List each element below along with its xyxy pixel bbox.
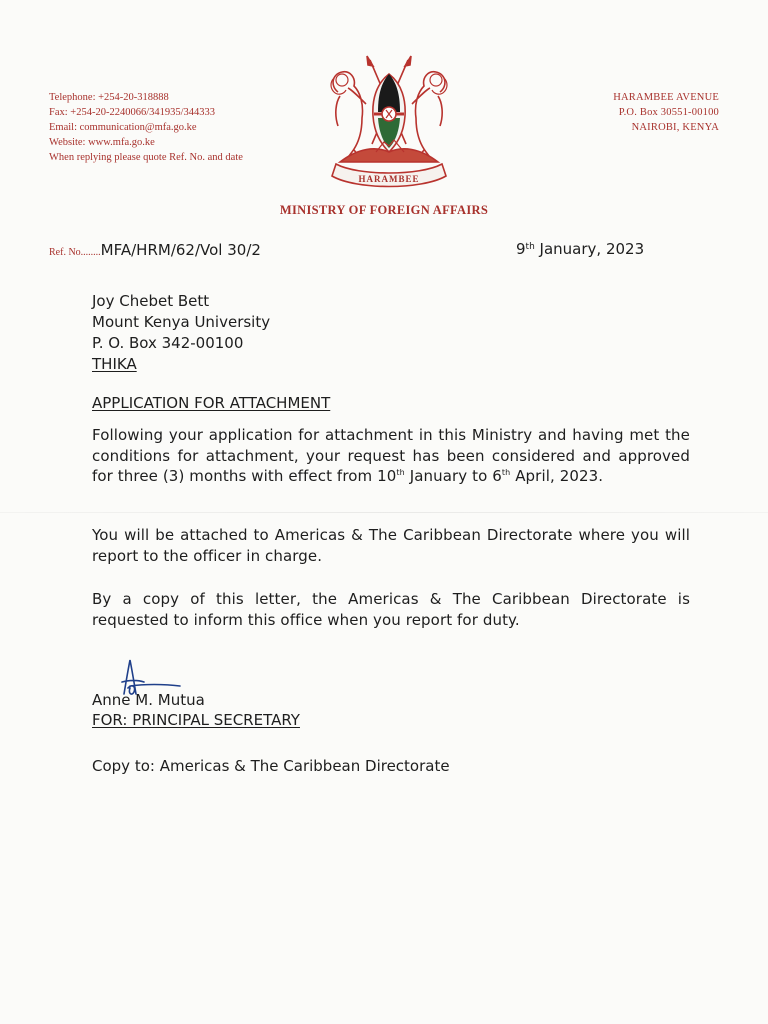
body-paragraph-2: You will be attached to Americas & The Caribbean Directorate where you will report to the officer in charge.: [92, 526, 690, 565]
fax-line: Fax: +254-20-2240066/341935/344333: [49, 107, 216, 118]
crest-motto: HARAMBEE: [358, 174, 420, 184]
body-paragraph-3: By a copy of this letter, the Americas & The Caribbean Directorate is requested to inform this office when you report for duty.: [92, 590, 690, 629]
reference-line: [49, 240, 261, 259]
copy-to-line: Copy to: Americas & The Caribbean Directorate: [92, 757, 450, 775]
email-line: Email: communication@mfa.go.ke: [49, 122, 197, 133]
paragraph-1-text-a: Following your application for attachment in this Ministry and having met the conditions for attachment, your request has been considered and approved for three (3) months with effect from 10: [92, 426, 690, 485]
paragraph-1-sup-a: th: [396, 468, 405, 477]
reference-dots: .......: [83, 247, 101, 258]
kenya-coat-of-arms-logo: [318, 52, 460, 194]
addressee-town: THIKA: [92, 355, 137, 373]
po-box-line: P.O. Box 30551-00100: [618, 107, 719, 118]
body-paragraph-1: [92, 425, 690, 487]
letterhead-address: [613, 90, 719, 135]
city-line: NAIROBI, KENYA: [631, 122, 719, 133]
telephone-line: Telephone: +254-20-318888: [49, 92, 169, 103]
date-day: 9: [516, 240, 526, 258]
addressee-block: [92, 291, 270, 375]
signatory-name: Anne M. Mutua: [92, 691, 205, 709]
addressee-institution: Mount Kenya University: [92, 313, 271, 331]
ministry-name: MINISTRY OF FOREIGN AFFAIRS: [279, 203, 489, 217]
reply-instruction: When replying please quote Ref. No. and date: [49, 152, 243, 163]
signatory-title: FOR: PRINCIPAL SECRETARY: [92, 711, 300, 729]
date-month-year: January, 2023: [534, 240, 645, 258]
addressee-name: Joy Chebet Bett: [92, 292, 210, 310]
signatory-block: [92, 690, 300, 730]
addressee-postal: P. O. Box 342-00100: [92, 334, 244, 352]
street-line: HARAMBEE AVENUE: [613, 92, 719, 103]
paragraph-1-sup-b: th: [501, 468, 511, 477]
paragraph-1-text-c: April, 2023.: [510, 467, 604, 485]
paper-fold-line: [0, 512, 768, 513]
reference-label: Ref. No.: [49, 247, 84, 258]
website-line: Website: www.mfa.go.ke: [49, 137, 155, 148]
reference-number: MFA/HRM/62/Vol 30/2: [100, 241, 261, 259]
letter-date: [516, 240, 644, 258]
letterhead-contact: [49, 90, 243, 165]
subject-heading: APPLICATION FOR ATTACHMENT: [92, 394, 331, 412]
date-day-suffix: th: [525, 242, 535, 252]
paragraph-1-text-b: January to 6: [404, 467, 502, 485]
